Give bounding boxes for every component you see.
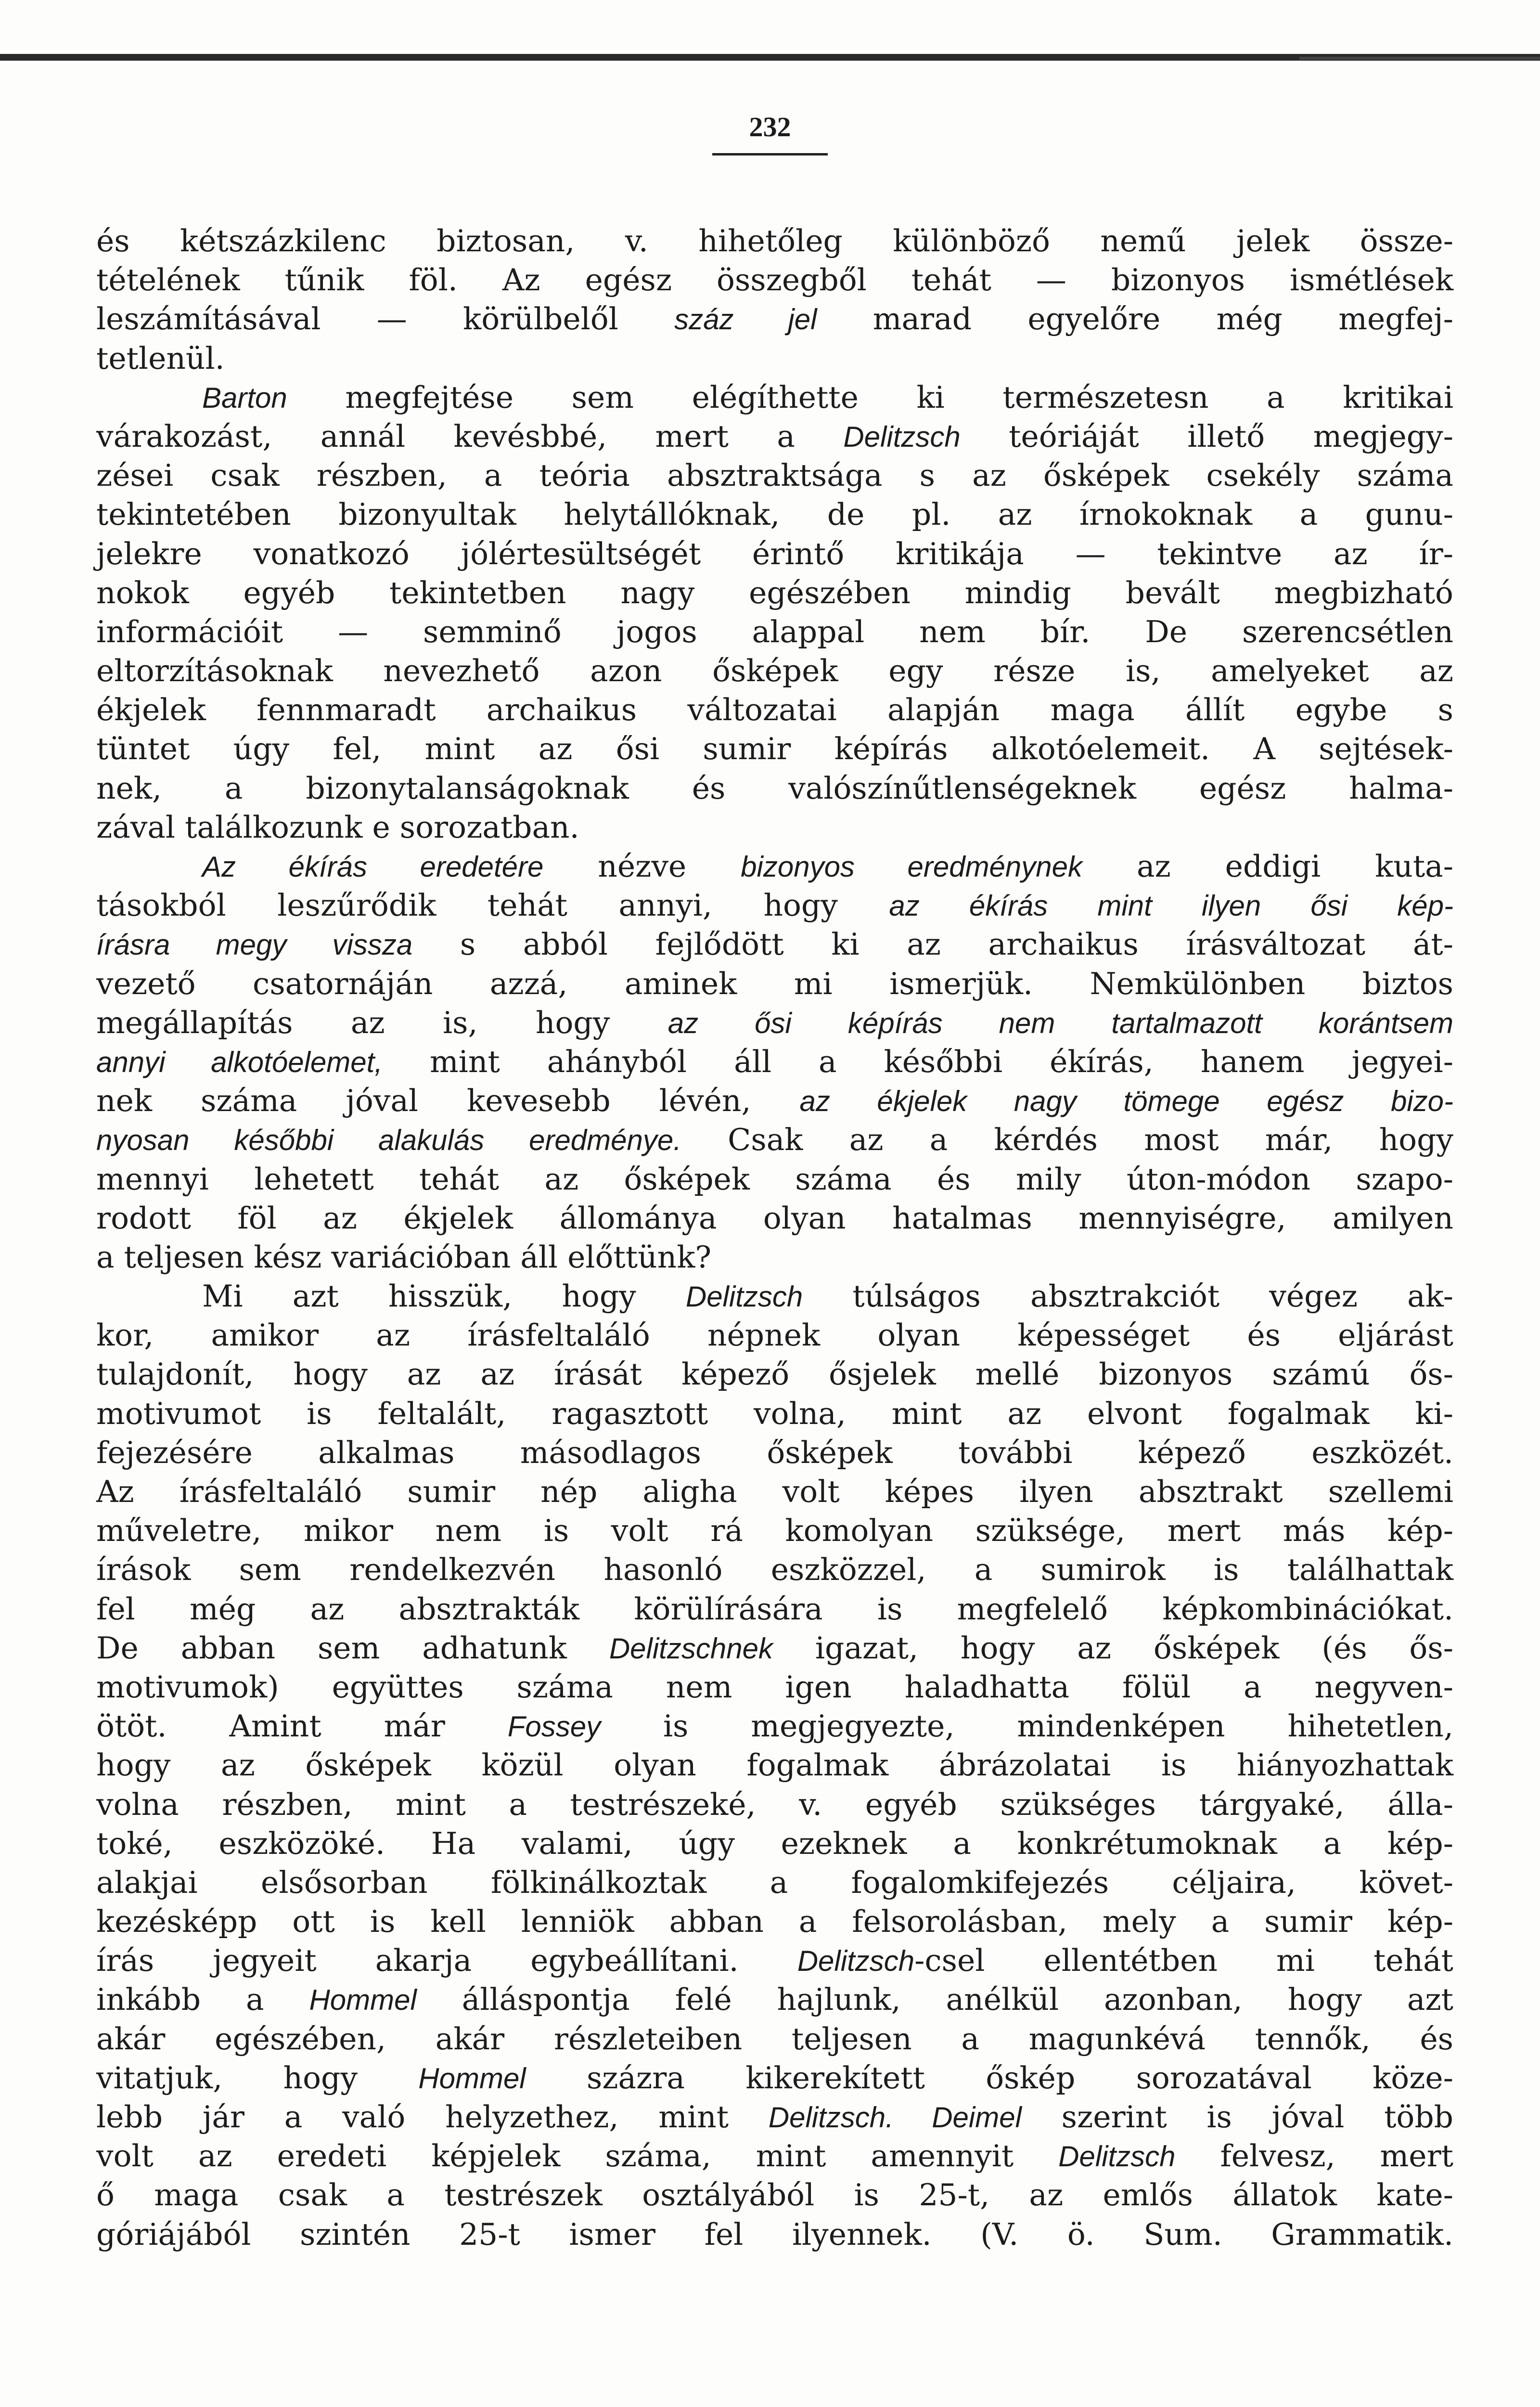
text-segment: eltorzításoknak nevezhető azon ősképek egy része is, amelyeket az — [96, 653, 1453, 689]
text-segment: jelekre vonatkozó jólértesültségét érintő kritikája — tekintve az ír- — [96, 536, 1453, 571]
text-line — [96, 925, 1453, 964]
text-segment: alakjai elsősorban fölkinálkoztak a fogalomkifejezés céljaira, követ- — [96, 1864, 1453, 1900]
text-segment: mint ahányból áll a későbbi ékírás, hanem jegyei- — [382, 1044, 1453, 1079]
text-line — [96, 260, 1453, 299]
text-line — [96, 573, 1453, 612]
text-line — [96, 1003, 1453, 1042]
text-segment: igazat, hogy az ősképek (és ős- — [772, 1630, 1453, 1666]
text-segment: kezésképp ott is kell lenniök abban a felsorolásban, mely a sumir kép- — [96, 1904, 1453, 1940]
text-segment: nek száma jóval kevesebb lévén, — [96, 1083, 800, 1119]
italic-text: Delitzsch — [1058, 2140, 1176, 2173]
text-line — [96, 612, 1453, 651]
text-segment: túlságos absztrakciót végez ak- — [803, 1279, 1453, 1314]
text-line — [96, 1550, 1453, 1589]
text-segment: írás jegyeit akarja egybeállítani. — [96, 1943, 797, 1979]
text-segment: motivumok) együttes száma nem igen haladhatta fölül a negyven- — [96, 1669, 1453, 1705]
text-segment: Az írásfeltaláló sumir nép aligha volt képes ilyen absztrakt szellemi — [96, 1474, 1453, 1509]
italic-text: az ékírás mint ilyen ősi kép- — [889, 890, 1453, 922]
text-segment: nézve — [543, 849, 741, 884]
text-segment: tulajdonít, hogy az az írását képező ősjelek mellé bizonyos számú ős- — [96, 1357, 1453, 1392]
text-line — [96, 1355, 1453, 1394]
text-segment: akár egészében, akár részleteiben teljesen a magunkévá tennők, és — [96, 2021, 1453, 2057]
text-line — [96, 651, 1453, 690]
text-segment: teóriáját illető megjegy- — [960, 418, 1453, 454]
text-line — [96, 1120, 1453, 1159]
text-line — [96, 1394, 1453, 1433]
text-line — [96, 2136, 1453, 2175]
text-line — [96, 378, 1453, 417]
italic-text: Fossey — [507, 1710, 601, 1743]
text-segment: műveletre, mikor nem is volt rá komolyan szüksége, mert más kép- — [96, 1513, 1453, 1549]
text-line — [96, 1902, 1453, 1941]
italic-text: az ősi képírás nem tartalmazott korántsem — [667, 1007, 1453, 1039]
text-line — [96, 2019, 1453, 2058]
text-segment: volt az eredeti képjelek száma, mint amennyit — [96, 2138, 1059, 2174]
text-segment: ötöt. Amint már — [96, 1708, 508, 1744]
text-segment: nek, a bizonytalanságoknak és valószínűtlenségeknek egész halma- — [96, 770, 1453, 806]
text-segment: vezető csatornáján azzá, aminek mi ismerjük. Nemkülönben biztos — [96, 966, 1453, 1001]
top-rule-fragment — [1299, 57, 1540, 60]
italic-text: az ékjelek nagy tömege egész bizo- — [799, 1085, 1453, 1118]
italic-text: száz jel — [674, 303, 817, 336]
text-line — [96, 495, 1453, 534]
text-segment: álláspontja felé hajlunk, anélkül azonban, hogy azt — [416, 1982, 1453, 2018]
text-segment: zései csak részben, a teória absztraktsága s az ősképek csekély száma — [96, 458, 1453, 493]
text-line — [96, 1160, 1453, 1199]
text-segment: fel még az absztrakták körülírására is megfelelő képkombinációkat. — [96, 1591, 1453, 1627]
text-line — [96, 1824, 1453, 1863]
text-line — [96, 1941, 1453, 1980]
text-segment: zával találkozunk e sorozatban. — [96, 809, 579, 845]
text-segment: lebb jár a való helyzethez, mint — [96, 2099, 769, 2135]
text-line — [96, 1316, 1453, 1355]
text-segment: nokok egyéb tekintetben nagy egészében mindig bevált megbizható — [96, 575, 1453, 610]
text-segment: is megjegyezte, mindenképen hihetetlen, — [601, 1708, 1453, 1744]
text-line — [96, 1472, 1453, 1511]
text-line — [96, 1081, 1453, 1120]
text-line — [96, 769, 1453, 808]
text-line — [96, 1042, 1453, 1081]
italic-text: bizonyos eredménynek — [741, 851, 1083, 883]
text-line — [96, 2175, 1453, 2214]
text-segment: az eddigi kuta- — [1082, 849, 1453, 884]
text-line — [96, 221, 1453, 260]
text-segment: De abban sem adhatunk — [96, 1630, 609, 1666]
italic-text: Delitzschnek — [609, 1632, 773, 1665]
italic-text: Barton — [202, 381, 287, 414]
text-segment: fejezésére alkalmas másodlagos ősképek további képező eszközét. — [96, 1435, 1453, 1470]
italic-text: Delitzsch — [685, 1281, 803, 1313]
text-line — [96, 1511, 1453, 1550]
italic-text: Hommel — [418, 2062, 526, 2095]
text-segment: ékjelek fennmaradt archaikus változatai alapján maga állít egybe s — [96, 692, 1453, 728]
italic-text: nyosan későbbi alakulás eredménye. — [96, 1124, 681, 1157]
text-segment: Csak az a kérdés most már, hogy — [681, 1122, 1453, 1158]
text-segment: s abból fejlődött ki az archaikus írásváltozat át- — [412, 927, 1453, 962]
text-line — [96, 1590, 1453, 1629]
text-segment: góriájából szintén 25-t ismer fel ilyennek. (V. ö. Sum. Grammatik. — [96, 2216, 1453, 2252]
italic-text: Az ékírás eredetére — [202, 851, 544, 883]
text-segment: tekintetében bizonyultak helytállóknak, de pl. az írnokoknak a gunu- — [96, 497, 1453, 532]
text-line — [96, 2215, 1453, 2254]
text-segment: volna részben, mint a testrészeké, v. egyéb szükséges tárgyaké, álla- — [96, 1786, 1453, 1822]
text-segment: hogy az ősképek közül olyan fogalmak ábrázolatai is hiányozhattak — [96, 1747, 1453, 1783]
text-segment: mennyi lehetett tehát az ősképek száma és mily úton-módon szapo- — [96, 1161, 1453, 1197]
text-line — [96, 1863, 1453, 1902]
text-segment: -csel ellentétben mi tehát — [914, 1943, 1453, 1979]
text-line — [96, 808, 1453, 847]
text-line — [96, 2058, 1453, 2097]
text-line — [96, 1668, 1453, 1707]
italic-text: Delitzsch — [843, 420, 961, 453]
text-line — [96, 1238, 1453, 1277]
italic-text: annyi alkotóelemet, — [96, 1046, 383, 1078]
text-line — [96, 847, 1453, 886]
text-segment: és kétszázkilenc biztosan, v. hihetőleg különböző nemű jelek össze- — [96, 223, 1453, 259]
text-line — [96, 1785, 1453, 1824]
text-segment: megfejtése sem elégíthette ki természetesn a kritikai — [287, 379, 1453, 415]
page-number: 232 — [749, 111, 791, 142]
text-line — [96, 417, 1453, 456]
text-segment: tásokból leszűrődik tehát annyi, hogy — [96, 888, 889, 923]
text-segment: inkább a — [96, 1982, 309, 2018]
text-line — [96, 964, 1453, 1003]
text-segment: leszámításával — körülbelől — [96, 301, 675, 337]
text-segment: toké, eszközöké. Ha valami, úgy ezeknek a konkrétumoknak a kép- — [96, 1825, 1453, 1861]
text-line — [96, 534, 1453, 573]
text-segment: szerint is jóval több — [1021, 2099, 1453, 2135]
text-segment: motivumot is feltalált, ragasztott volna, mint az elvont fogalmak ki- — [96, 1396, 1453, 1431]
text-line — [96, 1199, 1453, 1238]
text-line — [96, 456, 1453, 495]
text-line — [96, 1707, 1453, 1746]
text-segment: tüntet úgy fel, mint az ősi sumir képírás alkotóelemeit. A sejtések- — [96, 731, 1453, 767]
text-line — [96, 690, 1453, 729]
text-line — [96, 1433, 1453, 1472]
text-line — [96, 1277, 1453, 1316]
text-segment: írások sem rendelkezvén hasonló eszközzel, a sumirok is találhattak — [96, 1552, 1453, 1588]
text-segment: százra kikerekített őskép sorozatával köze- — [526, 2060, 1453, 2096]
italic-text: Hommel — [309, 1984, 417, 2017]
text-line — [96, 299, 1453, 338]
text-segment: megállapítás az is, hogy — [96, 1005, 668, 1040]
text-segment: marad egyelőre még megfej- — [817, 301, 1453, 337]
text-line — [96, 1629, 1453, 1668]
italic-text: írásra megy vissza — [96, 929, 413, 961]
text-line — [96, 886, 1453, 925]
text-line — [96, 339, 1453, 378]
text-line — [96, 2097, 1453, 2136]
text-segment: rodott föl az ékjelek állománya olyan hatalmas mennyiségre, amilyen — [96, 1200, 1453, 1236]
text-line — [96, 1746, 1453, 1785]
text-segment: tetlenül. — [96, 340, 225, 376]
italic-text: Delitzsch. Deimel — [768, 2101, 1022, 2134]
text-segment: a teljesen kész variációban áll előttünk? — [96, 1239, 712, 1275]
text-segment: tételének tűnik föl. Az egész összegből tehát — bizonyos ismétlések — [96, 262, 1453, 298]
text-segment: vitatjuk, hogy — [96, 2060, 419, 2096]
body-text — [96, 221, 1453, 2254]
text-segment: Mi azt hisszük, hogy — [202, 1279, 686, 1314]
italic-text: Delitzsch — [797, 1945, 915, 1978]
text-segment: felvesz, mert — [1175, 2138, 1453, 2174]
text-segment: kor, amikor az írásfeltaláló népnek olyan képességet és eljárást — [96, 1318, 1453, 1353]
page-number-underline — [712, 153, 828, 155]
text-segment: várakozást, annál kevésbbé, mert a — [96, 418, 844, 454]
text-segment: információit — semminő jogos alappal nem bír. De szerencsétlen — [96, 614, 1453, 649]
text-segment: ő maga csak a testrészek osztályából is 25-t, az emlős állatok kate- — [96, 2177, 1453, 2213]
text-line — [96, 1980, 1453, 2019]
text-line — [96, 729, 1453, 768]
